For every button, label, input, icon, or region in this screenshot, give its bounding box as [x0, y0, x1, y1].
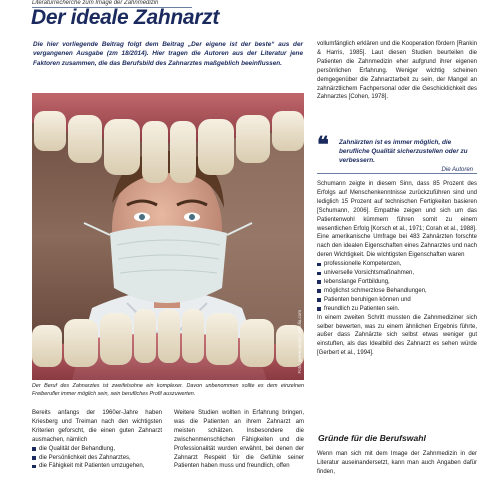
right-column-top	[317, 40, 477, 102]
right-column-paragraph: Wenn man sich mit dem Image der Zahnmedizin in der Literatur auseinandersetzt, kann man auch Angaben dafür finden,	[317, 451, 477, 475]
photo-credit: Foto: gemenacom - Fotolia.com	[297, 310, 302, 374]
article-intro: Die hier vorliegende Beitrag folgt dem Beitrag „Der eigene ist der beste“ aus der vergangenen Ausgabe (zm 18/2014). Hier tragen die Autoren aus der Literatur jene Faktoren zusammen, die das Berufsbild des Zahnarztes maßgeblich beeinflussen.	[33, 41, 303, 67]
pull-quote-divider	[317, 173, 477, 174]
left-column	[32, 409, 162, 471]
bullet-item: freundlich zu Patienten sein.	[317, 305, 477, 314]
bullet-item: lebenslange Fortbildung,	[317, 278, 477, 287]
right-column-paragraph: Schumann zeigte in diesem Sinn, dass 85 Prozent des Erfolgs auf Menschenkenntnisse zurückzuführen sind und lediglich 15 Prozent auf technischen Fertigkeiten basieren [Schumann, 2006]. Empathie zeigen und sich um das Patientenwohl kümmern führen somit zu einem wesentlichen Erfolg [Korsch et al., 1971; Corah et al., 1988].	[317, 181, 477, 232]
article-headline: Der ideale Zahnarzt	[31, 6, 220, 29]
right-column-bullet-list	[317, 260, 477, 313]
right-column-paragraph: vollumfänglich erklären und die Kooperation fördern [Rankin & Harris, 1985]. Laut diesen Studien beurteilen die Patienten die Zahnmedizin eher aufgrund ihrer eigenen persönlichen Erfahrung. Weniger wichtig scheinen demgegenüber die Zahnarztarbeit zu sein, der Mangel an zahnärztlichem Fachpersonal oder die Geschicklichkeit des Zahnarztes [Cohen, 1978].	[317, 41, 477, 101]
quote-mark-icon: ❝	[317, 132, 329, 158]
pull-quote-text: Zahnärzten ist es immer möglich, die berufliche Qualität sicherzustellen oder zu verbessern.	[339, 139, 468, 164]
middle-column-paragraph: Weitere Studien wollten in Erfahrung bringen, was die Patienten an ihrem Zahnarzt am meisten schätzen. Insbesondere die zwischenmenschlichen Fähigkeiten und die Professionalität wurden erwähnt, bei denen der Zahnarzt Respekt für die Gefühle seiner Patienten haben muss und freundlich, offen	[174, 410, 304, 470]
bullet-item: möglichst schmerzlose Behandlungen,	[317, 287, 477, 296]
pull-quote	[317, 132, 479, 173]
right-column-paragraph: Eine amerikanische Umfrage bei 483 Zahnärzten forschte nach den idealen Eigenschaften eines Zahnarztes und nach deren Wichtigkeit. Die wichtigsten Eigenschaften waren	[317, 234, 477, 259]
bullet-item: universelle Vorsichtsmaßnahmen,	[317, 269, 477, 278]
bullet-item: die Qualität der Behandlung,	[32, 445, 162, 454]
dentist-photo-illustration	[32, 93, 304, 380]
middle-column	[174, 409, 304, 471]
bullet-item: die Persönlichkeit des Zahnarztes,	[32, 454, 162, 463]
bullet-item: professionelle Kompetenzen,	[317, 260, 477, 269]
right-column-bottom	[317, 180, 477, 358]
left-column-paragraph: Bereits anfangs der 1960er-Jahre haben Kriesberg und Treiman nach den wichtigsten Kriterien geforscht, die einen guten Zahnarzt ausmachen, nämlich	[32, 410, 162, 443]
bullet-item: die Fähigkeit mit Patienten umzugehen,	[32, 462, 162, 471]
right-column-end	[317, 450, 477, 477]
section-kicker: Literaturrecherche zum Image der Zahnmedizin	[32, 0, 192, 8]
right-column-paragraph: In einem zweiten Schritt mussten die Zahnmediziner sich selber bewerten, was zu einem ähnlichen Ergebnis führte, außer dass Zahnärzte sich selbst etwas weniger gut einstuften, als das Idealbild des Zahnarzt es sehen würde [Gerbert et al., 1994].	[317, 314, 477, 357]
photo-caption: Der Beruf des Zahnarztes ist zweifelsohne ein komplexer. Davon unbenommen sollte es dem einzelnen Freiberufler immer möglich sein, sein berufliches Profil auszuwerten.	[32, 383, 304, 397]
section-subheading: Gründe für die Berufswahl	[318, 433, 426, 443]
article-photo	[32, 93, 304, 380]
bullet-item: Patienten beruhigen können und	[317, 296, 477, 305]
pull-quote-source: Die Autoren	[441, 167, 473, 173]
left-column-bullet-list	[32, 445, 162, 472]
